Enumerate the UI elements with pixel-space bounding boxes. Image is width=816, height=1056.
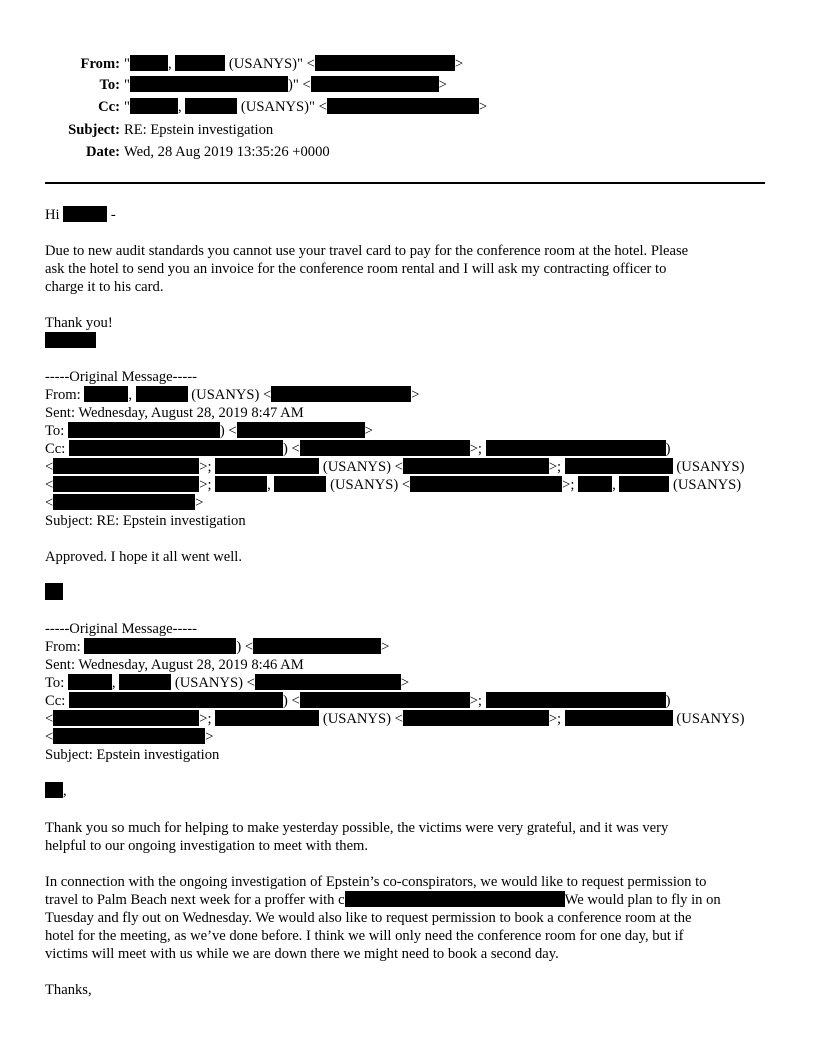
msg2-p2-line3: Tuesday and fly out on Wednesday. We would also like to request permission to book a conference room at the — [45, 910, 692, 926]
cc-value: " , (USANYS)" < > — [124, 99, 488, 115]
msg2-to: To: , (USANYS) < > — [45, 675, 410, 691]
para1-line1: Due to new audit standards you cannot use your travel card to pay for the conference room at the hotel. Please — [45, 243, 689, 259]
msg2-cc: Cc: ) < >; ) — [45, 693, 671, 709]
subject-value: RE: Epstein investigation — [124, 122, 274, 138]
msg1-sent: Sent: Wednesday, August 28, 2019 8:47 AM — [45, 405, 304, 421]
msg2-p2-line4: hotel for the meeting, as we’ve done before. I think we will only need the conference room for one day, but if — [45, 928, 684, 944]
msg1-cc-line4: < > — [45, 495, 204, 511]
msg2-divider: -----Original Message----- — [45, 621, 197, 637]
msg2-cc-line3: < > — [45, 729, 214, 745]
to-value: " )" < > — [124, 77, 447, 93]
msg1-cc: Cc: ) < >; ) — [45, 441, 671, 457]
header-divider — [45, 182, 765, 184]
para1-line2: ask the hotel to send you an invoice for the conference room rental and I will ask my contracting officer to — [45, 261, 667, 277]
msg1-to: To: ) < > — [45, 423, 373, 439]
msg2-from: From: ) < > — [45, 639, 390, 655]
msg2-p2-line2: travel to Palm Beach next week for a proffer with c We would plan to fly in on — [45, 892, 721, 908]
msg2-subject: Subject: Epstein investigation — [45, 747, 220, 763]
msg1-body: Approved. I hope it all went well. — [45, 549, 242, 565]
msg2-p1-line1: Thank you so much for helping to make yesterday possible, the victims were very grateful, and it was very — [45, 820, 669, 836]
signature-redaction — [45, 332, 96, 348]
msg2-p2-line5: victims will meet with us while we are down there we might need to book a second day. — [45, 946, 559, 962]
msg2-salutation: , — [45, 782, 67, 800]
greeting: Hi - — [45, 207, 116, 223]
msg1-subject: Subject: RE: Epstein investigation — [45, 513, 246, 529]
cc-label: Cc: — [98, 99, 120, 115]
msg1-from: From: , (USANYS) < > — [45, 387, 420, 403]
from-value: " , (USANYS)" < > — [124, 56, 464, 72]
msg2-signoff: Thanks, — [45, 982, 92, 998]
date-value: Wed, 28 Aug 2019 13:35:26 +0000 — [124, 144, 330, 160]
para1-line3: charge it to his card. — [45, 279, 164, 295]
from-label: From: — [80, 56, 120, 72]
msg2-p1-line2: helpful to our ongoing investigation to meet with them. — [45, 838, 369, 854]
msg1-cc-line3: < >; , (USANYS) < >; , (USANYS) — [45, 477, 742, 493]
msg1-cc-line2: < >; (USANYS) < >; (USANYS) — [45, 459, 745, 475]
to-label: To: — [99, 77, 120, 93]
msg2-sent: Sent: Wednesday, August 28, 2019 8:46 AM — [45, 657, 304, 673]
subject-label: Subject: — [68, 122, 120, 138]
msg2-cc-line2: < >; (USANYS) < >; (USANYS) — [45, 711, 745, 727]
msg2-p2-line1: In connection with the ongoing investigation of Epstein’s co-conspirators, we would like to request permission to — [45, 874, 707, 890]
date-label: Date: — [85, 144, 120, 160]
msg1-divider: -----Original Message----- — [45, 369, 197, 385]
msg1-signature-redaction — [45, 583, 63, 600]
thanks-line: Thank you! — [45, 315, 113, 331]
